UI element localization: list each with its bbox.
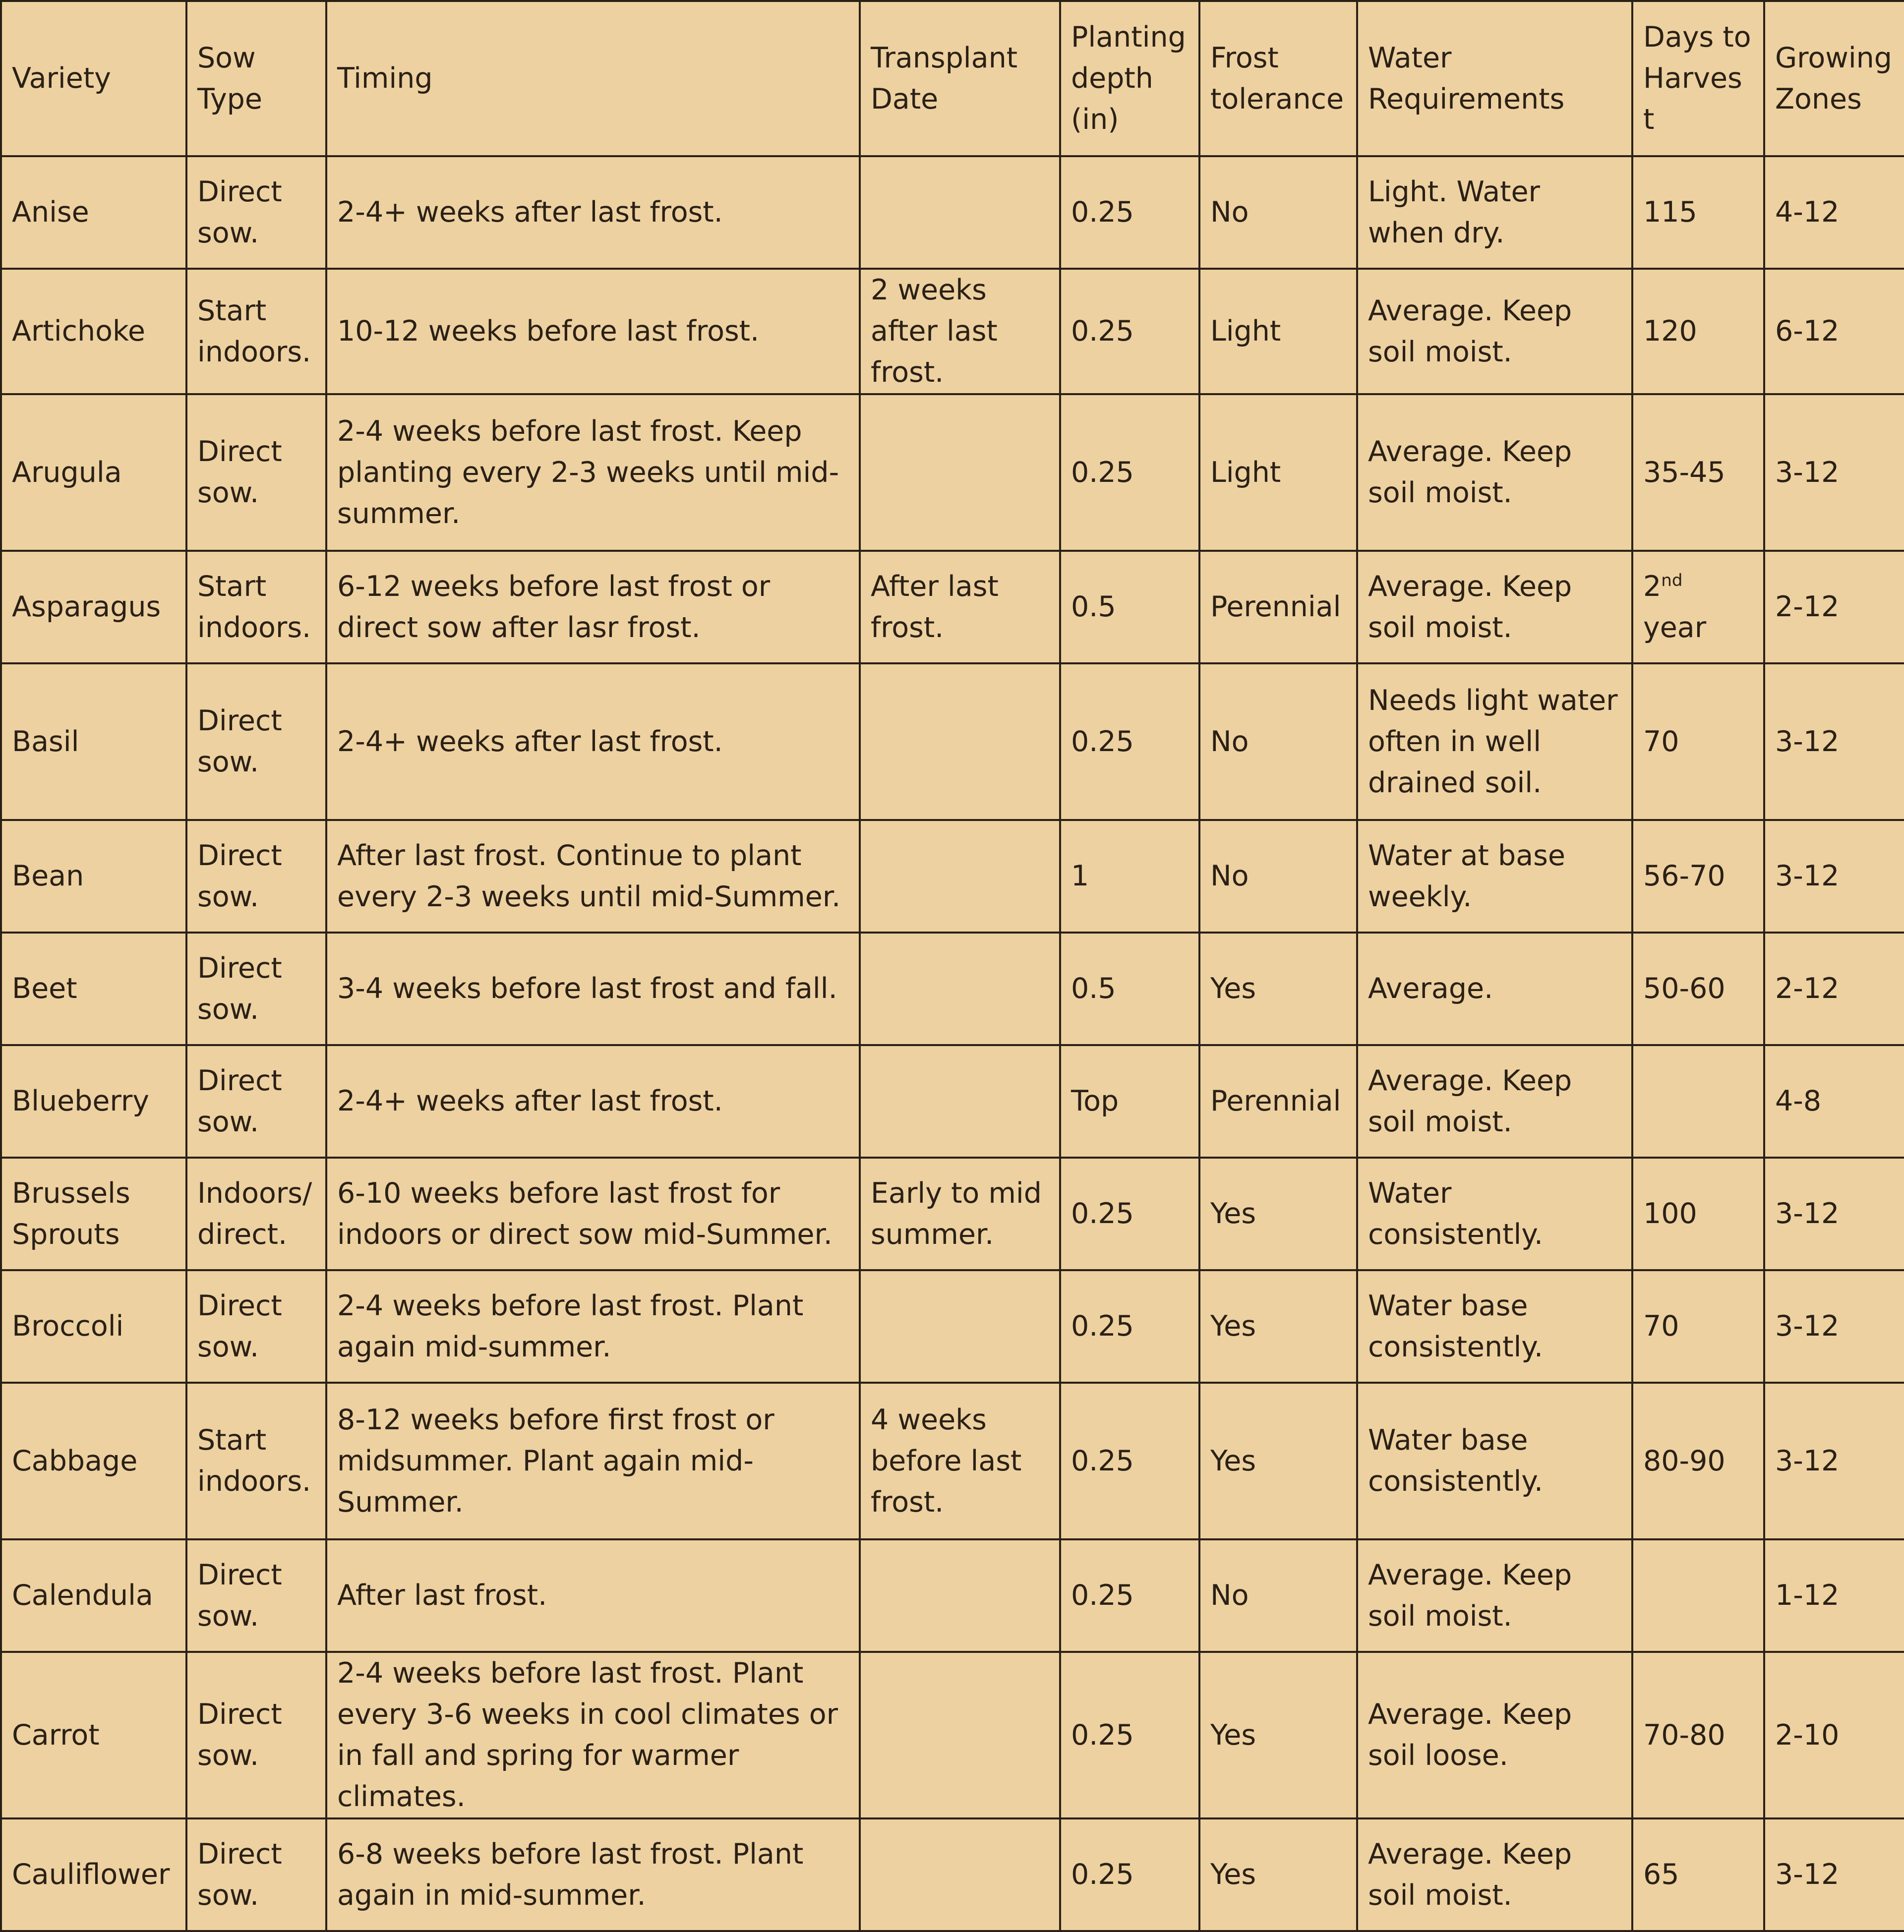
cell-transplant-date: After last frost. bbox=[860, 551, 1060, 663]
cell-planting-depth: 0.5 bbox=[1060, 551, 1199, 663]
cell-variety: Arugula bbox=[1, 394, 186, 551]
cell-water-requirements: Water base consistently. bbox=[1357, 1270, 1632, 1383]
header-water-requirements: Water Requirements bbox=[1357, 1, 1632, 156]
cell-growing-zones: 2-10 bbox=[1764, 1652, 1904, 1818]
cell-frost-tolerance: Yes bbox=[1199, 1270, 1357, 1383]
cell-transplant-date: Early to mid summer. bbox=[860, 1158, 1060, 1270]
cell-growing-zones: 6-12 bbox=[1764, 269, 1904, 394]
table-body bbox=[1, 156, 1904, 1931]
cell-water-requirements: Average. Keep soil moist. bbox=[1357, 1045, 1632, 1158]
cell-variety: Basil bbox=[1, 663, 186, 820]
cell-growing-zones: 3-12 bbox=[1764, 820, 1904, 933]
cell-sow-type: Direct sow. bbox=[186, 1818, 326, 1931]
cell-days-to-harvest: 120 bbox=[1632, 269, 1764, 394]
header-days-to-harvest: Days to Harvest bbox=[1632, 1, 1764, 156]
cell-growing-zones: 3-12 bbox=[1764, 394, 1904, 551]
cell-variety: Cauliflower bbox=[1, 1818, 186, 1931]
cell-days-to-harvest: 100 bbox=[1632, 1158, 1764, 1270]
cell-days-to-harvest: 65 bbox=[1632, 1818, 1764, 1931]
table-row bbox=[1, 269, 1904, 394]
cell-sow-type: Start indoors. bbox=[186, 269, 326, 394]
cell-frost-tolerance: No bbox=[1199, 663, 1357, 820]
cell-frost-tolerance: Perennial bbox=[1199, 551, 1357, 663]
cell-growing-zones: 3-12 bbox=[1764, 1818, 1904, 1931]
table-row bbox=[1, 1158, 1904, 1270]
cell-planting-depth: 0.25 bbox=[1060, 1652, 1199, 1818]
cell-water-requirements: Average. Keep soil moist. bbox=[1357, 1539, 1632, 1652]
table-row bbox=[1, 1270, 1904, 1383]
cell-growing-zones: 2-12 bbox=[1764, 551, 1904, 663]
cell-growing-zones: 4-8 bbox=[1764, 1045, 1904, 1158]
cell-frost-tolerance: Yes bbox=[1199, 1383, 1357, 1539]
cell-growing-zones: 3-12 bbox=[1764, 1383, 1904, 1539]
cell-timing: After last frost. Continue to plant every 2-3 weeks until mid-Summer. bbox=[326, 820, 860, 933]
cell-days-to-harvest: 70-80 bbox=[1632, 1652, 1764, 1818]
cell-sow-type: Direct sow. bbox=[186, 933, 326, 1045]
cell-growing-zones: 3-12 bbox=[1764, 663, 1904, 820]
cell-timing: 2-4+ weeks after last frost. bbox=[326, 663, 860, 820]
cell-planting-depth: 1 bbox=[1060, 820, 1199, 933]
cell-frost-tolerance: Yes bbox=[1199, 1158, 1357, 1270]
cell-variety: Brussels Sprouts bbox=[1, 1158, 186, 1270]
table-row bbox=[1, 551, 1904, 663]
cell-sow-type: Indoors/ direct. bbox=[186, 1158, 326, 1270]
cell-planting-depth: 0.25 bbox=[1060, 1158, 1199, 1270]
cell-days-to-harvest: 56-70 bbox=[1632, 820, 1764, 933]
cell-frost-tolerance: Yes bbox=[1199, 1652, 1357, 1818]
cell-water-requirements: Average. Keep soil loose. bbox=[1357, 1652, 1632, 1818]
cell-planting-depth: 0.25 bbox=[1060, 1383, 1199, 1539]
cell-timing: 10-12 weeks before last frost. bbox=[326, 269, 860, 394]
days-ordinal-suffix: nd bbox=[1661, 570, 1683, 590]
cell-variety: Bean bbox=[1, 820, 186, 933]
cell-transplant-date bbox=[860, 1652, 1060, 1818]
cell-planting-depth: 0.25 bbox=[1060, 269, 1199, 394]
cell-water-requirements: Average. Keep soil moist. bbox=[1357, 1818, 1632, 1931]
table-row bbox=[1, 1652, 1904, 1818]
cell-frost-tolerance: No bbox=[1199, 156, 1357, 269]
cell-days-to-harvest bbox=[1632, 1539, 1764, 1652]
days-ordinal-unit: year bbox=[1643, 611, 1707, 644]
cell-planting-depth: 0.25 bbox=[1060, 156, 1199, 269]
cell-sow-type: Direct sow. bbox=[186, 663, 326, 820]
table-row bbox=[1, 156, 1904, 269]
cell-timing: 2-4 weeks before last frost. Keep planting every 2-3 weeks until mid-summer. bbox=[326, 394, 860, 551]
cell-planting-depth: 0.25 bbox=[1060, 394, 1199, 551]
cell-transplant-date bbox=[860, 663, 1060, 820]
table-row bbox=[1, 933, 1904, 1045]
cell-sow-type: Start indoors. bbox=[186, 551, 326, 663]
cell-planting-depth: 0.25 bbox=[1060, 663, 1199, 820]
cell-frost-tolerance: No bbox=[1199, 1539, 1357, 1652]
cell-transplant-date bbox=[860, 820, 1060, 933]
cell-sow-type: Start indoors. bbox=[186, 1383, 326, 1539]
table-row bbox=[1, 1818, 1904, 1931]
cell-frost-tolerance: Light bbox=[1199, 269, 1357, 394]
cell-frost-tolerance: Yes bbox=[1199, 1818, 1357, 1931]
cell-transplant-date bbox=[860, 933, 1060, 1045]
table-row bbox=[1, 394, 1904, 551]
cell-days-to-harvest: 80-90 bbox=[1632, 1383, 1764, 1539]
header-frost-tolerance: Frost tolerance bbox=[1199, 1, 1357, 156]
cell-planting-depth: 0.25 bbox=[1060, 1539, 1199, 1652]
cell-timing: 3-4 weeks before last frost and fall. bbox=[326, 933, 860, 1045]
cell-variety: Calendula bbox=[1, 1539, 186, 1652]
cell-days-to-harvest bbox=[1632, 1045, 1764, 1158]
header-variety: Variety bbox=[1, 1, 186, 156]
cell-variety: Cabbage bbox=[1, 1383, 186, 1539]
table-row bbox=[1, 820, 1904, 933]
cell-transplant-date bbox=[860, 1045, 1060, 1158]
cell-days-to-harvest: 70 bbox=[1632, 1270, 1764, 1383]
cell-timing: 8-12 weeks before first frost or midsummer. Plant again mid-Summer. bbox=[326, 1383, 860, 1539]
cell-variety: Carrot bbox=[1, 1652, 186, 1818]
header-row bbox=[1, 1, 1904, 156]
cell-planting-depth: 0.5 bbox=[1060, 933, 1199, 1045]
cell-variety: Artichoke bbox=[1, 269, 186, 394]
cell-frost-tolerance: Light bbox=[1199, 394, 1357, 551]
cell-planting-depth: Top bbox=[1060, 1045, 1199, 1158]
cell-days-to-harvest: 50-60 bbox=[1632, 933, 1764, 1045]
cell-water-requirements: Average. Keep soil moist. bbox=[1357, 269, 1632, 394]
cell-transplant-date bbox=[860, 1539, 1060, 1652]
table-row bbox=[1, 1383, 1904, 1539]
cell-variety: Beet bbox=[1, 933, 186, 1045]
header-timing: Timing bbox=[326, 1, 860, 156]
cell-frost-tolerance: Perennial bbox=[1199, 1045, 1357, 1158]
cell-sow-type: Direct sow. bbox=[186, 156, 326, 269]
cell-variety: Blueberry bbox=[1, 1045, 186, 1158]
cell-timing: 6-12 weeks before last frost or direct sow after lasr frost. bbox=[326, 551, 860, 663]
cell-water-requirements: Average. Keep soil moist. bbox=[1357, 551, 1632, 663]
cell-water-requirements: Water base consistently. bbox=[1357, 1383, 1632, 1539]
cell-growing-zones: 1-12 bbox=[1764, 1539, 1904, 1652]
table-row bbox=[1, 1045, 1904, 1158]
cell-variety: Anise bbox=[1, 156, 186, 269]
cell-frost-tolerance: Yes bbox=[1199, 933, 1357, 1045]
cell-transplant-date: 2 weeks after last frost. bbox=[860, 269, 1060, 394]
cell-sow-type: Direct sow. bbox=[186, 1045, 326, 1158]
cell-transplant-date: 4 weeks before last frost. bbox=[860, 1383, 1060, 1539]
cell-days-to-harvest bbox=[1632, 551, 1764, 663]
cell-growing-zones: 3-12 bbox=[1764, 1270, 1904, 1383]
cell-days-to-harvest: 70 bbox=[1632, 663, 1764, 820]
cell-transplant-date bbox=[860, 156, 1060, 269]
cell-planting-depth: 0.25 bbox=[1060, 1270, 1199, 1383]
cell-sow-type: Direct sow. bbox=[186, 1539, 326, 1652]
cell-timing: 2-4+ weeks after last frost. bbox=[326, 1045, 860, 1158]
cell-variety: Asparagus bbox=[1, 551, 186, 663]
cell-sow-type: Direct sow. bbox=[186, 1652, 326, 1818]
cell-timing: 2-4+ weeks after last frost. bbox=[326, 156, 860, 269]
cell-timing: 2-4 weeks before last frost. Plant every 3-6 weeks in cool climates or in fall and spring for warmer climates. bbox=[326, 1652, 860, 1818]
cell-sow-type: Direct sow. bbox=[186, 820, 326, 933]
cell-water-requirements: Water at base weekly. bbox=[1357, 820, 1632, 933]
cell-water-requirements: Average. bbox=[1357, 933, 1632, 1045]
cell-growing-zones: 3-12 bbox=[1764, 1158, 1904, 1270]
cell-timing: 2-4 weeks before last frost. Plant again mid-summer. bbox=[326, 1270, 860, 1383]
cell-water-requirements: Needs light water often in well drained soil. bbox=[1357, 663, 1632, 820]
cell-transplant-date bbox=[860, 1270, 1060, 1383]
header-growing-zones: Growing Zones bbox=[1764, 1, 1904, 156]
cell-water-requirements: Average. Keep soil moist. bbox=[1357, 394, 1632, 551]
cell-sow-type: Direct sow. bbox=[186, 394, 326, 551]
cell-transplant-date bbox=[860, 394, 1060, 551]
cell-variety: Broccoli bbox=[1, 1270, 186, 1383]
cell-timing: 6-10 weeks before last frost for indoors or direct sow mid-Summer. bbox=[326, 1158, 860, 1270]
header-sow-type: Sow Type bbox=[186, 1, 326, 156]
days-ordinal-number: 2 bbox=[1643, 570, 1662, 603]
cell-timing: After last frost. bbox=[326, 1539, 860, 1652]
cell-water-requirements: Water consistently. bbox=[1357, 1158, 1632, 1270]
table-row bbox=[1, 663, 1904, 820]
cell-days-to-harvest: 35-45 bbox=[1632, 394, 1764, 551]
cell-planting-depth: 0.25 bbox=[1060, 1818, 1199, 1931]
cell-frost-tolerance: No bbox=[1199, 820, 1357, 933]
cell-growing-zones: 2-12 bbox=[1764, 933, 1904, 1045]
header-planting-depth: Planting depth (in) bbox=[1060, 1, 1199, 156]
cell-sow-type: Direct sow. bbox=[186, 1270, 326, 1383]
cell-growing-zones: 4-12 bbox=[1764, 156, 1904, 269]
cell-transplant-date bbox=[860, 1818, 1060, 1931]
cell-timing: 6-8 weeks before last frost. Plant again in mid-summer. bbox=[326, 1818, 860, 1931]
cell-days-to-harvest: 115 bbox=[1632, 156, 1764, 269]
header-transplant-date: Transplant Date bbox=[860, 1, 1060, 156]
cell-water-requirements: Light. Water when dry. bbox=[1357, 156, 1632, 269]
table-row bbox=[1, 1539, 1904, 1652]
